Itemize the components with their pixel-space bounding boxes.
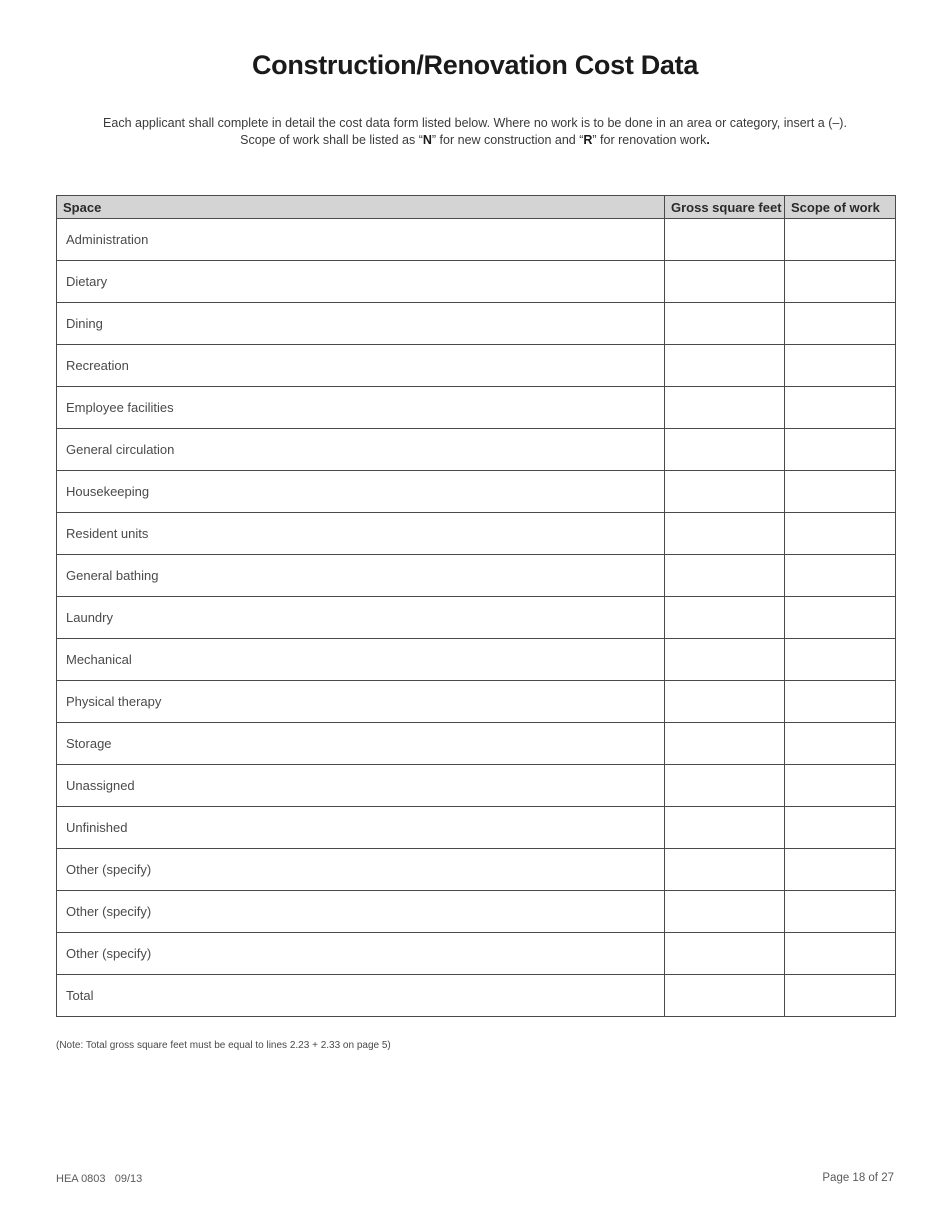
space-label: Employee facilities [57, 387, 665, 429]
gross-square-feet-field[interactable] [665, 891, 785, 933]
gross-square-feet-field[interactable] [665, 849, 785, 891]
space-label: Other (specify) [57, 849, 665, 891]
scope-of-work-field[interactable] [785, 891, 896, 933]
space-label: Dining [57, 303, 665, 345]
table-row [57, 471, 896, 513]
space-label: Total [57, 975, 665, 1017]
gross-square-feet-field[interactable] [665, 681, 785, 723]
table-row [57, 345, 896, 387]
space-label: Resident units [57, 513, 665, 555]
gross-square-feet-field[interactable] [665, 387, 785, 429]
scope-of-work-field[interactable] [785, 975, 896, 1017]
instructions [0, 115, 950, 149]
gross-square-feet-field[interactable] [665, 513, 785, 555]
form-number: HEA 0803 09/13 [56, 1173, 143, 1185]
scope-of-work-field[interactable] [785, 345, 896, 387]
space-label: Mechanical [57, 639, 665, 681]
table-row [57, 975, 896, 1017]
table-row [57, 261, 896, 303]
instructions-text: Scope of work shall be listed as “ [240, 133, 423, 147]
space-label: Unfinished [57, 807, 665, 849]
scope-of-work-field[interactable] [785, 429, 896, 471]
cost-data-table [56, 195, 896, 1017]
footnote: (Note: Total gross square feet must be equal to lines 2.23 + 2.33 on page 5) [56, 1040, 391, 1051]
scope-of-work-field[interactable] [785, 471, 896, 513]
scope-of-work-field[interactable] [785, 555, 896, 597]
scope-of-work-field[interactable] [785, 513, 896, 555]
table-row [57, 639, 896, 681]
gross-square-feet-field[interactable] [665, 303, 785, 345]
renovation-code: R [583, 133, 593, 147]
scope-of-work-field[interactable] [785, 387, 896, 429]
table-header-row [57, 196, 896, 219]
table-row [57, 933, 896, 975]
gross-square-feet-field[interactable] [665, 219, 785, 261]
table-row [57, 891, 896, 933]
instructions-text: ” for renovation work [592, 133, 707, 147]
scope-of-work-field[interactable] [785, 597, 896, 639]
new-construction-code: N [422, 133, 432, 147]
instructions-line-2 [0, 132, 950, 149]
scope-of-work-field[interactable] [785, 765, 896, 807]
table-row [57, 807, 896, 849]
page-title: Construction/Renovation Cost Data [251, 50, 699, 80]
scope-of-work-field[interactable] [785, 303, 896, 345]
column-header-scope-of-work: Scope of work [785, 196, 896, 219]
scope-of-work-field[interactable] [785, 219, 896, 261]
gross-square-feet-field[interactable] [665, 597, 785, 639]
table-row [57, 387, 896, 429]
gross-square-feet-field[interactable] [665, 807, 785, 849]
gross-square-feet-field[interactable] [665, 429, 785, 471]
table-row [57, 765, 896, 807]
gross-square-feet-field[interactable] [665, 639, 785, 681]
space-label: Unassigned [57, 765, 665, 807]
table-row [57, 597, 896, 639]
gross-square-feet-field[interactable] [665, 471, 785, 513]
scope-of-work-field[interactable] [785, 807, 896, 849]
gross-square-feet-field[interactable] [665, 555, 785, 597]
scope-of-work-field[interactable] [785, 681, 896, 723]
space-label: Other (specify) [57, 933, 665, 975]
space-label: Storage [57, 723, 665, 765]
table-row [57, 429, 896, 471]
gross-square-feet-field[interactable] [665, 765, 785, 807]
table-row [57, 303, 896, 345]
space-label: General circulation [57, 429, 665, 471]
scope-of-work-field[interactable] [785, 723, 896, 765]
gross-square-feet-field[interactable] [665, 345, 785, 387]
instructions-period: . [706, 133, 710, 147]
space-label: Administration [57, 219, 665, 261]
space-label: Housekeeping [57, 471, 665, 513]
gross-square-feet-field[interactable] [665, 261, 785, 303]
space-label: General bathing [57, 555, 665, 597]
gross-square-feet-field[interactable] [665, 723, 785, 765]
gross-square-feet-field[interactable] [665, 975, 785, 1017]
scope-of-work-field[interactable] [785, 639, 896, 681]
table-row [57, 681, 896, 723]
space-label: Physical therapy [57, 681, 665, 723]
space-label: Dietary [57, 261, 665, 303]
page-number: Page 18 of 27 [822, 1172, 894, 1184]
gross-square-feet-field[interactable] [665, 933, 785, 975]
scope-of-work-field[interactable] [785, 849, 896, 891]
table-row [57, 219, 896, 261]
instructions-line-1: Each applicant shall complete in detail the cost data form listed below. Where no work is to be done in an area or category, insert a (–). [103, 116, 847, 130]
table-row [57, 513, 896, 555]
space-label: Laundry [57, 597, 665, 639]
instructions-text: ” for new construction and “ [431, 133, 584, 147]
scope-of-work-field[interactable] [785, 933, 896, 975]
space-label: Other (specify) [57, 891, 665, 933]
column-header-space: Space [57, 196, 665, 219]
table-row [57, 555, 896, 597]
table-row [57, 849, 896, 891]
column-header-gross-square-feet: Gross square feet [665, 196, 785, 219]
space-label: Recreation [57, 345, 665, 387]
scope-of-work-field[interactable] [785, 261, 896, 303]
table-body [57, 219, 896, 1017]
table-row [57, 723, 896, 765]
